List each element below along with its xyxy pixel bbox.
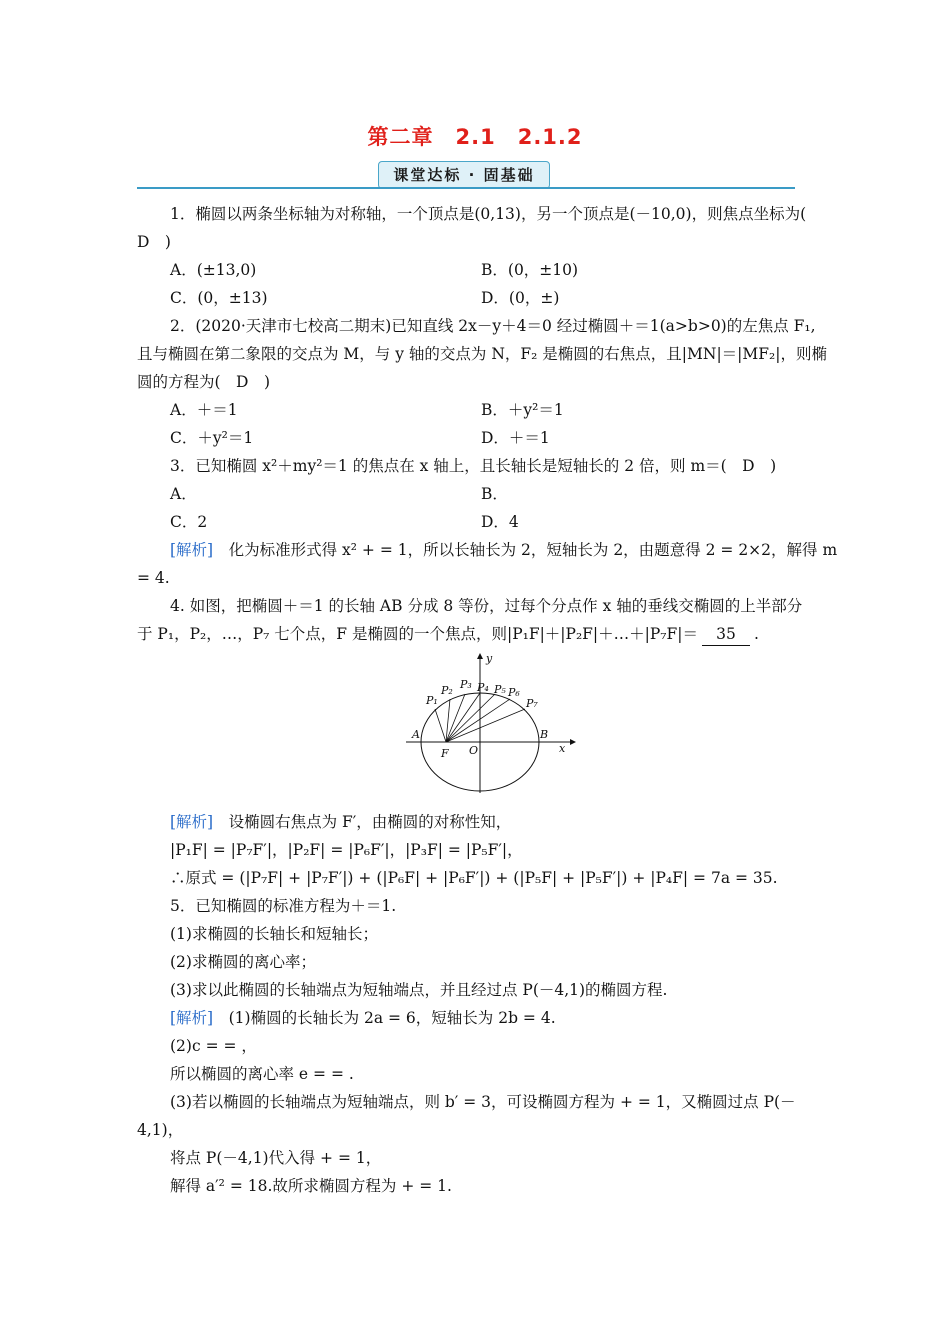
q4-solution-line1 [170,811,850,833]
q3-option-d: D．4 [481,513,519,531]
q4-stem-end: . [754,625,759,643]
q4-stem-line2 [137,623,817,646]
q3-solution-line1 [170,539,850,561]
ellipse-figure [400,650,580,800]
q5-solution-line4: (3)若以椭圆的长轴端点为短轴端点，则 b′ = 3，可设椭圆方程为 + = 1，又椭圆过点 P(－ [170,1093,796,1111]
q4-solution-text: 设椭圆右焦点为 F′，由椭圆的对称性知， [213,813,512,831]
q3-option-b: B． [481,485,508,503]
q2-option-a: A．＋＝1 [170,401,238,419]
q4-stem-text: 于 P₁，P₂，…，P₇ 七个点，F 是椭圆的一个焦点，则|P₁F|＋|P₂F|＋…＋|P₇F|＝ [137,625,698,643]
y-axis-arrow [477,653,483,659]
q2-stem-line1: 2．(2020·天津市七校高二期末)已知直线 2x－y＋4＝0 经过椭圆＋＝1(a>b>0)的左焦点 F₁, [170,317,816,335]
q5-part1: (1)求椭圆的长轴长和短轴长； [170,925,378,943]
q3-option-a: A． [170,485,197,503]
q3-option-c: C．2 [170,513,208,531]
label-p2: P₂ [441,684,453,697]
x-axis-arrow [570,739,576,745]
label-p4: P₄ [477,681,489,694]
q3-solution-text: 化为标准形式得 x² + = 1，所以长轴长为 2，短轴长为 2，由题意得 2 = 2×2，解得 m [213,541,838,559]
q1-stem-line1: 1．椭圆以两条坐标轴为对称轴，一个顶点是(0,13)，另一个顶点是(－10,0)，则焦点坐标为( [170,205,807,223]
label-x: x [559,742,566,755]
label-p6: P₆ [508,686,520,699]
q5-stem: 5．已知椭圆的标准方程为＋＝1. [170,897,397,915]
q4-solution-line2: |P₁F| = |P₇F′|，|P₂F| = |P₆F′|，|P₃F| = |P₅F′|， [170,841,523,859]
q3-stem: 3．已知椭圆 x²＋my²＝1 的焦点在 x 轴上，且长轴长是短轴长的 2 倍，则 m＝( D ) [170,457,777,475]
solution-tag: [解析] [170,813,214,831]
q1-option-c: C．(0，±13) [170,289,268,307]
q5-solution-line1 [170,1007,850,1029]
q4-solution-line3: ∴原式 = (|P₇F| + |P₇F′|) + (|P₆F| + |P₆F′|) + (|P₅F| + |P₅F′|) + |P₄F| = 7a = 35. [170,869,778,887]
q5-solution-text: (1)椭圆的长轴长为 2a = 6，短轴长为 2b = 4. [213,1009,556,1027]
solution-tag: [解析] [170,1009,214,1027]
label-p1: P₁ [426,694,438,707]
q2-option-b: B．＋y²＝1 [481,401,564,419]
q2-stem-line2: 且与椭圆在第二象限的交点为 M，与 y 轴的交点为 N，F₂ 是椭圆的右焦点，且|MN|＝|MF₂|，则椭 [137,345,827,363]
section-banner: 课堂达标 · 固基础 [378,161,550,189]
q5-solution-line5: 4,1)， [137,1121,184,1139]
q2-option-d: D．＋＝1 [481,429,550,447]
line-p1 [435,709,446,742]
line-p6 [446,699,510,742]
label-p7: P₇ [526,697,538,710]
q2-option-c: C．＋y²＝1 [170,429,254,447]
line-p2 [446,699,450,742]
q5-solution-line7: 解得 a′² = 18.故所求椭圆方程为 + = 1. [170,1177,452,1195]
line-p3 [446,694,465,742]
label-f: F [441,747,449,760]
q2-stem-line3: 圆的方程为( D ) [137,373,271,391]
label-a: A [412,728,420,741]
page-title: 第二章 2.1 2.1.2 [367,125,583,149]
q5-part2: (2)求椭圆的离心率； [170,953,316,971]
q5-solution-line6: 将点 P(－4,1)代入得 + = 1， [170,1149,382,1167]
label-b: B [540,728,549,741]
label-o: O [469,744,479,757]
header-divider [137,187,795,189]
line-p5 [446,694,495,742]
q5-solution-line2: (2)c = = ， [170,1037,257,1055]
label-p3: P₃ [460,678,472,691]
q1-option-a: A．(±13,0) [170,261,257,279]
q1-stem-line2: D ) [137,233,171,251]
q5-solution-line3: 所以椭圆的离心率 e = = . [170,1065,354,1083]
q1-option-d: D．(0，±) [481,289,560,307]
q4-stem-line1: 4. 如图，把椭圆＋＝1 的长轴 AB 分成 8 等份，过每个分点作 x 轴的垂线交椭圆的上半部分 [170,597,803,615]
solution-tag: [解析] [170,541,214,559]
q5-part3: (3)求以此椭圆的长轴端点为短轴端点，并且经过点 P(－4,1)的椭圆方程. [170,981,668,999]
q3-solution-line2: = 4. [137,569,170,587]
q1-option-b: B．(0，±10) [481,261,579,279]
q4-answer-blank: 35 [702,623,750,646]
label-y: y [486,652,493,665]
label-p5: P₅ [494,683,506,696]
